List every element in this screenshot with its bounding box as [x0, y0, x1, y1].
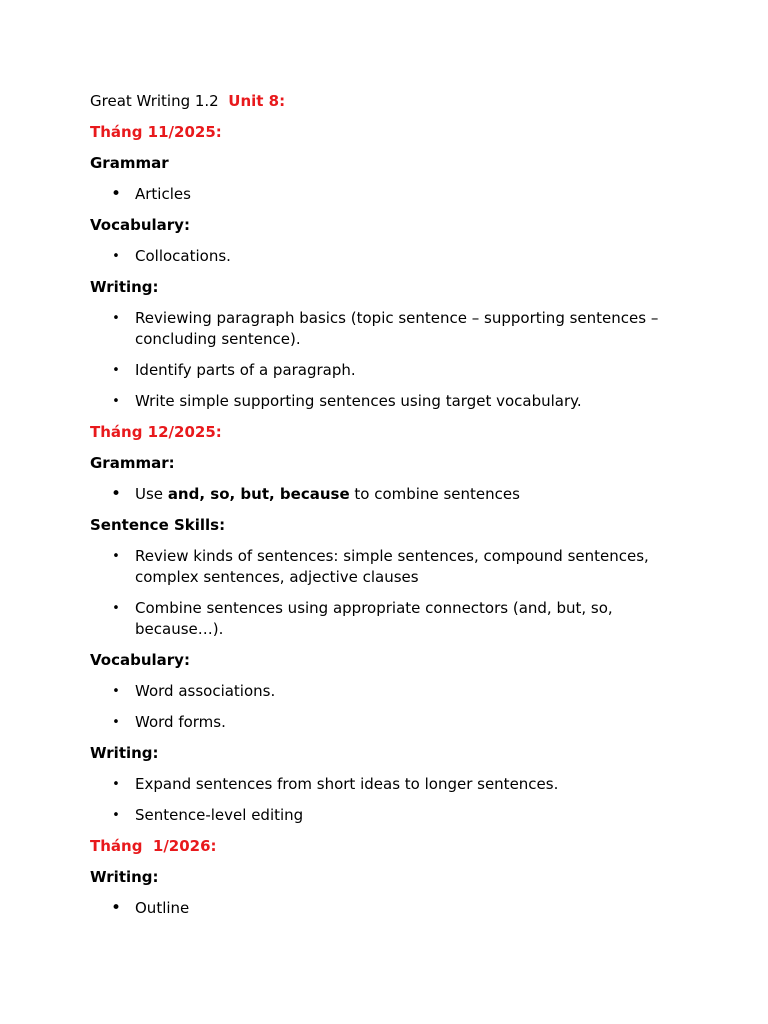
bullet-icon: • — [112, 249, 120, 264]
doc-title — [90, 91, 690, 122]
list-item — [90, 805, 690, 826]
writing-heading-3: Writing: — [90, 868, 159, 886]
list-item-text: Word forms. — [135, 713, 226, 731]
month-heading-1: Tháng 11/2025: — [90, 123, 222, 141]
vocabulary-heading-2: Vocabulary: — [90, 651, 190, 669]
bullet-icon: • — [112, 777, 120, 792]
list-item — [90, 391, 690, 412]
grammar-heading-2: Grammar: — [90, 454, 175, 472]
list-item — [90, 184, 690, 205]
bullet-icon: • — [112, 684, 120, 699]
month-heading-2: Tháng 12/2025: — [90, 423, 222, 441]
grammar-connectors: and, so, but, because — [167, 485, 350, 503]
document-page — [90, 91, 690, 929]
vocabulary-heading-1: Vocabulary: — [90, 216, 190, 234]
list-item-text: Sentence-level editing — [135, 806, 304, 824]
list-item — [90, 774, 690, 795]
list-item-text: Collocations. — [135, 247, 231, 265]
list-item-text: Word associations. — [135, 682, 276, 700]
bullet-icon: • — [112, 311, 120, 326]
month-heading-3: Tháng 1/2026: — [90, 837, 217, 855]
list-item — [90, 712, 690, 733]
writing-heading-2: Writing: — [90, 744, 159, 762]
bullet-icon: • — [112, 394, 120, 409]
writing-heading-1: Writing: — [90, 278, 159, 296]
bullet-icon: • — [112, 601, 120, 616]
bullet-icon: • — [112, 549, 120, 564]
bullet-icon: • — [112, 363, 120, 378]
list-item-text: Reviewing paragraph basics (topic sentence – supporting sentences – concluding sentence). — [135, 309, 659, 348]
list-item-text: Articles — [135, 185, 191, 203]
list-item-text: Identify parts of a paragraph. — [135, 361, 356, 379]
list-item-text: Expand sentences from short ideas to longer sentences. — [135, 775, 559, 793]
list-item — [90, 598, 690, 640]
list-item — [90, 308, 690, 350]
list-item — [90, 898, 690, 919]
grammar-rest-text: to combine sentences — [354, 485, 520, 503]
bullet-icon: • — [110, 484, 122, 504]
bullet-icon: • — [112, 715, 120, 730]
list-item-text: Review kinds of sentences: simple sentences, compound sentences, complex sentences, adjective clauses — [135, 547, 649, 586]
list-item — [90, 546, 690, 588]
doc-title-prefix: Great Writing 1.2 — [90, 92, 219, 110]
list-item — [90, 484, 690, 505]
list-item — [90, 681, 690, 702]
bullet-icon: • — [112, 808, 120, 823]
list-item — [90, 246, 690, 267]
list-item-text: Combine sentences using appropriate connectors (and, but, so, because…). — [135, 599, 613, 638]
list-item-text: Outline — [135, 899, 190, 917]
grammar-use-text: Use — [135, 485, 164, 503]
bullet-icon: • — [110, 898, 122, 918]
doc-title-unit: Unit 8: — [228, 92, 286, 110]
list-item — [90, 360, 690, 381]
bullet-icon: • — [110, 184, 122, 204]
list-item-text: Write simple supporting sentences using target vocabulary. — [135, 392, 582, 410]
grammar-heading-1: Grammar — [90, 154, 169, 172]
sentence-skills-heading: Sentence Skills: — [90, 516, 226, 534]
